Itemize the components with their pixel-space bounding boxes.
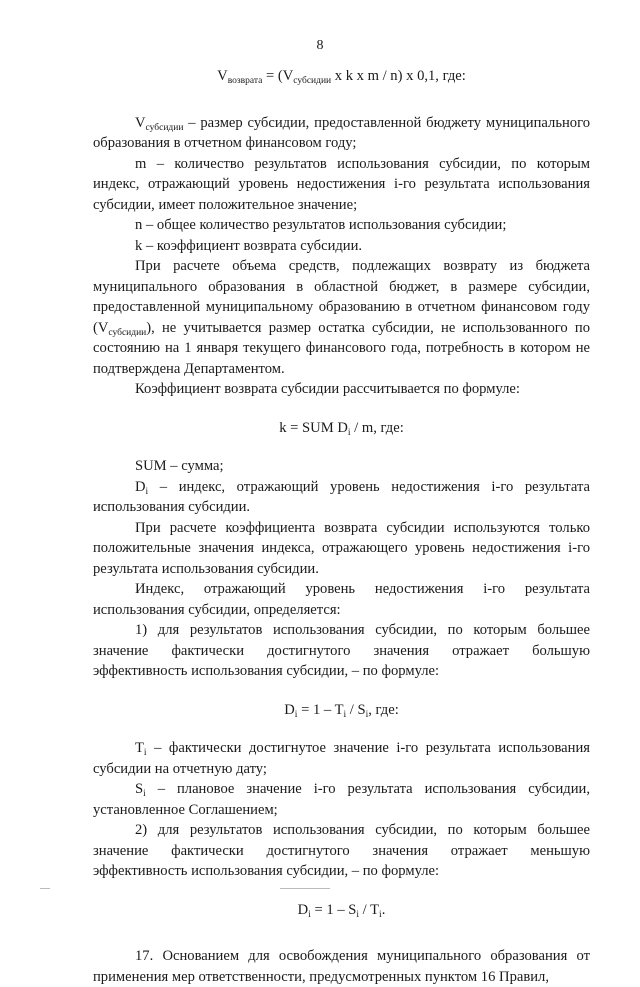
definition-n: n – общее количество результатов использования субсидии; [135, 217, 507, 233]
scan-artifact [40, 888, 50, 889]
page-content [93, 66, 590, 987]
formula-index-1: $D_i = 1 - T_i / S_i$, где: [284, 701, 399, 720]
formula-coefficient: k = SUM $D_i$ / m, где: [279, 419, 404, 438]
list-item-2: 2) для результатов использования субсидии, по которым большее значение фактически достигнутого значения отражает меньшую эффективность использования субсидии, – по формуле: [93, 822, 590, 879]
paragraph-17: 17. Основанием для освобождения муниципального образования от применения мер ответственности, предусмотренных пунктом 16 Правил, [93, 948, 590, 985]
paragraph-positive-values: При расчете коэффициента возврата субсидии используются только положительные значения индекса, отражающего уровень недостижения i-го результата использования субсидии. [93, 519, 590, 577]
formula-return-volume: $V_{возврата} = (V_{субсидии}$ x k x m / n) x 0,1, где: [217, 68, 466, 86]
definition-s: $S_i$ – плановое значение i-го результата использования субсидии, установленное Соглашением; [93, 781, 590, 818]
page-number: 8 [316, 38, 324, 53]
paragraph-coefficient: Коэффициент возврата субсидии рассчитывается по формуле: [135, 381, 520, 397]
definition-sum: SUM – сумма; [135, 458, 224, 474]
definition-k: k – коэффициент возврата субсидии. [135, 237, 363, 254]
definition-d: $D_i$ – индекс, отражающий уровень недостижения i-го результата использования субсидии. [93, 478, 590, 515]
scan-artifact [280, 888, 330, 889]
paragraph-index: Индекс, отражающий уровень недостижения i-го результата использования субсидии, определяется: [93, 581, 590, 618]
definition-v-subsidy: $V_{субсидии}$ – размер субсидии, предоставленной бюджету муниципального образования в отчетном финансовом году; [93, 114, 590, 151]
formula-index-2: $D_i = 1 - S_i / T_i$. [297, 901, 386, 920]
definition-t: $T_i$ – фактически достигнутое значение i-го результата использования субсидии на отчетную дату; [93, 740, 590, 777]
definition-m: m – количество результатов использования субсидии, по которым индекс, отражающий уровень недостижения i-го результата использования субсидии, имеет положительное значение; [93, 155, 590, 213]
list-item-1: 1) для результатов использования субсидии, по которым большее значение фактически достигнутого значения отражает большую эффективность использования субсидии, – по формуле: [93, 622, 590, 679]
paragraph-calculation: При расчете объема средств, подлежащих возврату из бюджета муниципального образования в областной бюджет, в размере субсидии, предоставленной муниципальному образованию в отчетном финансовом году $(V_{субсидии})$, не учитывается размер остатка субсидии, не использованного по состоянию на 1 января текущего финансового года, потребность в котором не подтверждена Департаментом. [93, 258, 590, 377]
